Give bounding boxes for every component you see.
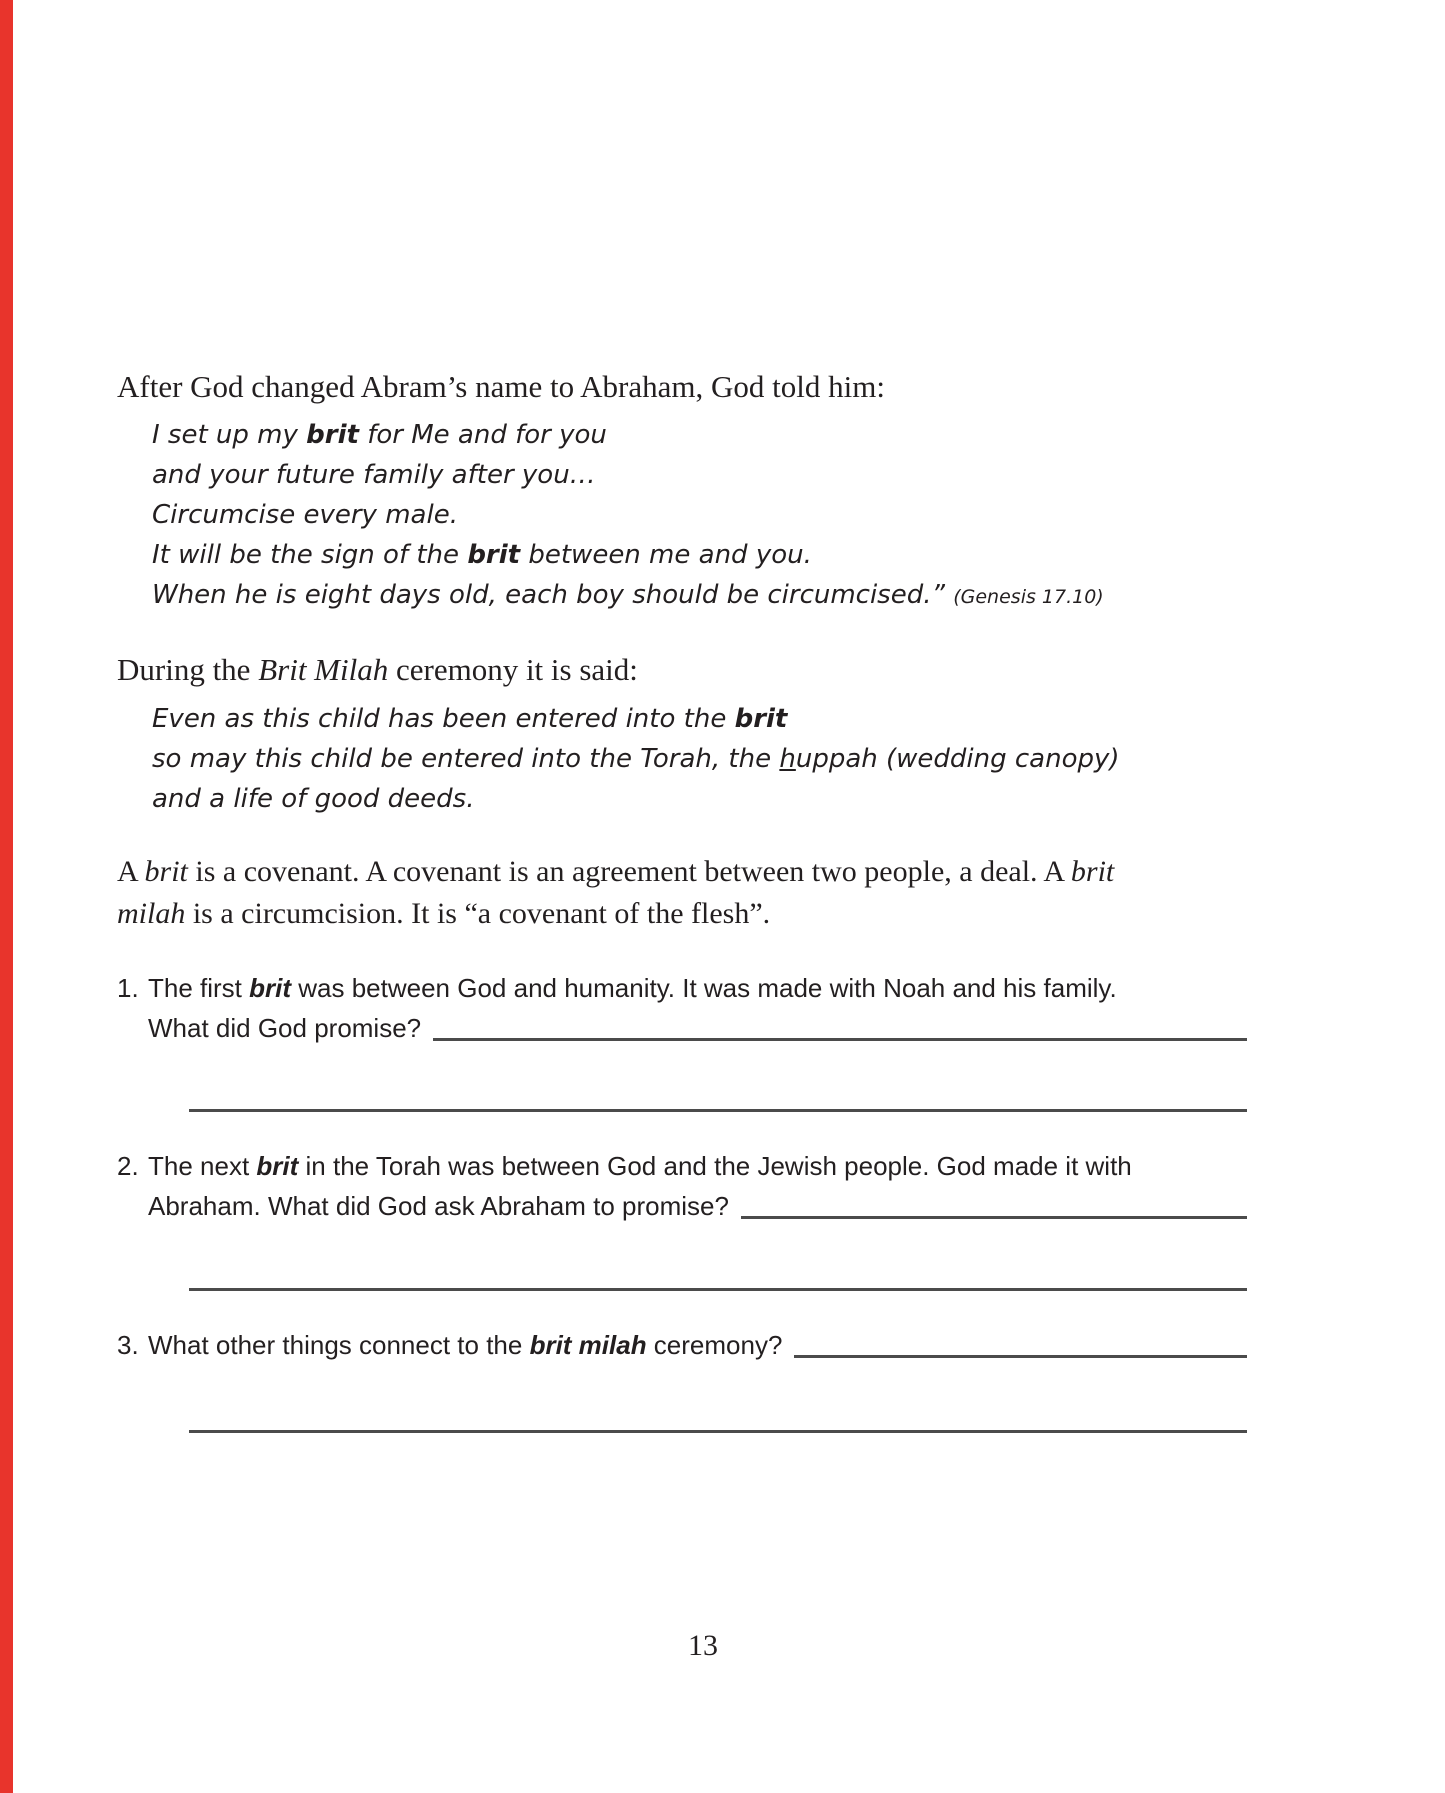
definition-line-1: A brit is a covenant. A covenant is an agreement between two people, a deal. A brit bbox=[117, 855, 1115, 888]
ceremony-heading: During the Brit Milah ceremony it is said: bbox=[117, 652, 638, 687]
torah-quote bbox=[152, 415, 1104, 617]
question-1 bbox=[117, 968, 1247, 1048]
question-1-number: 1. bbox=[117, 973, 139, 1003]
question-3 bbox=[117, 1325, 1247, 1365]
question-1-text: The first brit was between God and humanity. It was made with Noah and his family. bbox=[148, 973, 1117, 1003]
question-3-answer-blank bbox=[794, 1325, 1247, 1358]
question-3-number: 3. bbox=[117, 1330, 139, 1360]
answer-line-2 bbox=[189, 1288, 1247, 1291]
definition-paragraph bbox=[117, 851, 1114, 935]
definition-line-2: milah is a circumcision. It is “a covenant of the flesh”. bbox=[117, 897, 771, 930]
page-number: 13 bbox=[688, 1629, 718, 1662]
ceremony-quote-line-1: Even as this child has been entered into the brit bbox=[152, 704, 788, 734]
question-1-answer-blank bbox=[433, 1008, 1247, 1041]
intro-heading: After God changed Abram’s name to Abraham, God told him: bbox=[117, 369, 885, 404]
torah-quote-line-5: When he is eight days old, each boy should be circumcised.” (Genesis 17.10) bbox=[152, 580, 1104, 610]
torah-quote-line-1: I set up my brit for Me and for you bbox=[152, 420, 607, 450]
torah-quote-line-3: Circumcise every male. bbox=[152, 500, 458, 530]
question-3-text: What other things connect to the brit milah ceremony? bbox=[148, 1330, 783, 1360]
question-2-answer-blank bbox=[741, 1186, 1247, 1219]
answer-line-3 bbox=[189, 1430, 1247, 1433]
question-1-prompt: What did God promise? bbox=[148, 1013, 422, 1043]
torah-quote-line-4: It will be the sign of the brit between me and you. bbox=[152, 540, 812, 570]
ceremony-quote-line-2: so may this child be entered into the Torah, the huppah (wedding canopy) bbox=[152, 744, 1120, 774]
torah-quote-line-2: and your future family after you… bbox=[152, 460, 596, 490]
question-2-number: 2. bbox=[117, 1151, 139, 1181]
question-2 bbox=[117, 1146, 1247, 1226]
page-edge-accent-bar bbox=[0, 0, 13, 1793]
question-2-text: The next brit in the Torah was between God and the Jewish people. God made it with bbox=[148, 1151, 1132, 1181]
answer-line-1 bbox=[189, 1109, 1247, 1112]
ceremony-quote bbox=[152, 699, 1120, 819]
question-2-prompt: Abraham. What did God ask Abraham to promise? bbox=[148, 1191, 729, 1221]
ceremony-quote-line-3: and a life of good deeds. bbox=[152, 784, 475, 814]
